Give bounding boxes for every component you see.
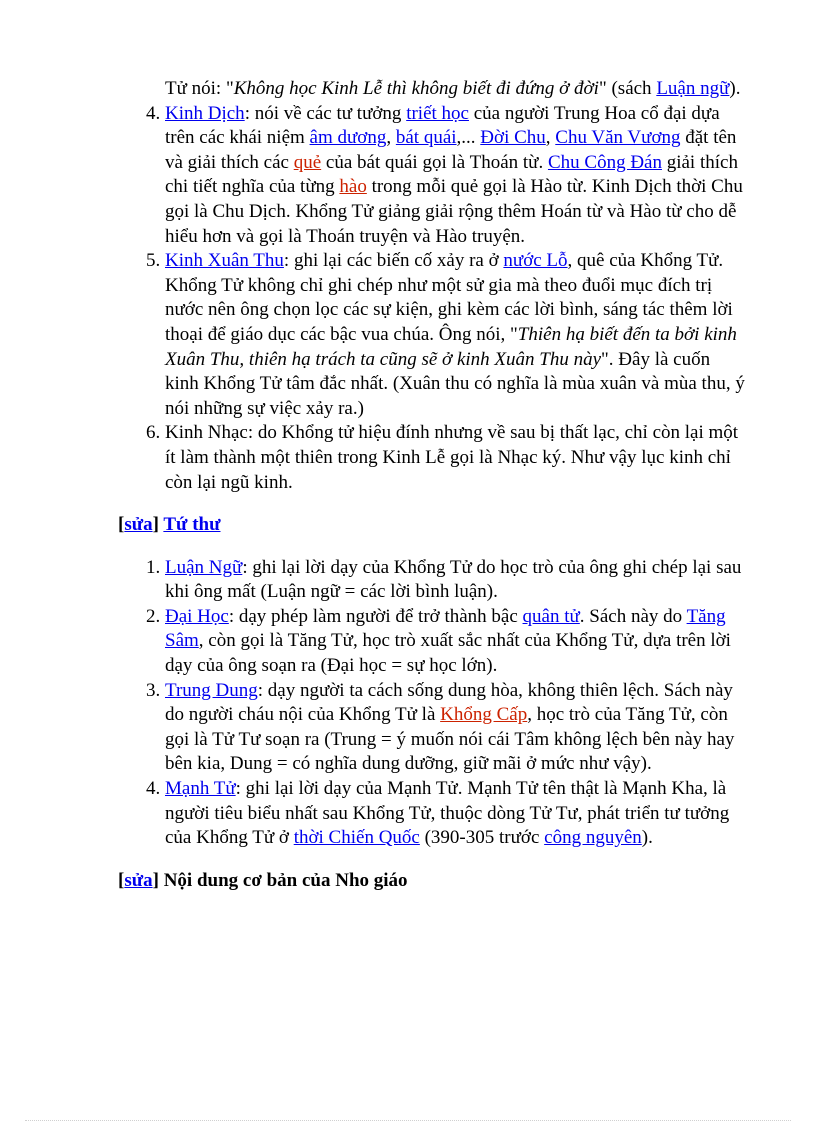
bracket: ] (152, 869, 159, 891)
edit-link[interactable]: sửa (124, 869, 153, 891)
wiki-link[interactable]: Mạnh Tử (165, 778, 236, 800)
text-fragment: ,... (456, 127, 481, 149)
text-fragment: . Sách này do (579, 605, 687, 627)
quote-text: Không học Kinh Lễ thì không biết đi đứng ở đời (233, 78, 599, 99)
list-item (165, 777, 748, 851)
wiki-link[interactable]: âm dương (309, 127, 387, 149)
section-title: Nội dung cơ bản của Nho giáo (163, 869, 408, 891)
wiki-link[interactable]: triết học (406, 102, 469, 124)
bracket: [ (118, 514, 125, 536)
list-item (165, 249, 748, 421)
text-fragment: của bát quái gọi là Thoán từ. (321, 151, 548, 173)
text-fragment: " (sách (598, 78, 657, 99)
edit-link[interactable]: sửa (124, 514, 153, 536)
text-fragment: , (545, 127, 556, 149)
wiki-link[interactable]: Luận Ngữ (165, 556, 243, 578)
wiki-link[interactable]: Tăng Sâm (165, 605, 726, 652)
text-fragment: , (386, 127, 396, 149)
wiki-link[interactable]: quân tử (522, 605, 580, 627)
wiki-link[interactable]: bát quái (395, 127, 457, 149)
article-body (118, 77, 748, 893)
wiki-link[interactable]: công nguyên (544, 827, 642, 849)
list-item (165, 102, 748, 250)
list-item (165, 679, 748, 777)
text-fragment: Kinh Nhạc: do Khổng tử hiệu đính nhưng về sau bị thất lạc, chỉ còn lại một ít làm thành một thiên trong Kinh Lễ gọi là Nhạc ký. Như vậy lục kinh chỉ còn lại ngũ kinh. (165, 422, 739, 493)
text-fragment: trong mỗi quẻ gọi là Hào từ. Kinh Dịch thời Chu gọi là Chu Dịch. Khổng Tử giảng giải rộng thêm Hoán từ và Hào từ cho dễ hiểu hơn và gọi là Thoán truyện và Hào truyện. (165, 176, 743, 247)
wiki-link[interactable]: Kinh Dịch (165, 102, 245, 124)
section-heading-noi-dung (118, 869, 748, 894)
bracket: ] (152, 514, 159, 536)
bracket: [ (118, 869, 125, 891)
text-fragment: : nói về các tư tưởng (244, 102, 407, 124)
list-item (165, 421, 748, 495)
link-luan-ngu[interactable]: Luận ngữ (656, 78, 730, 99)
section-heading-tu-thu (118, 513, 748, 538)
text-fragment: Tử nói: " (165, 78, 234, 99)
section-title-link[interactable]: Tứ thư (163, 514, 221, 536)
text-fragment: : ghi lại lời dạy của Mạnh Tử. Mạnh Tử tên thật là Mạnh Kha, là người tiêu biểu nhất sau Khổng Tử, thuộc dòng Tử Tư, phát triển tư tưởng của Khổng Tử ở (165, 778, 730, 849)
text-fragment: giải thích chi tiết nghĩa của từng (165, 151, 738, 198)
wiki-link[interactable]: Đời Chu (480, 127, 546, 149)
list-item (165, 605, 748, 679)
text-fragment: : ghi lại các biến cố xảy ra ở (283, 250, 504, 272)
list-item (165, 556, 748, 605)
red-link[interactable]: Khổng Cấp (440, 704, 528, 726)
wiki-link[interactable]: Kinh Xuân Thu (165, 250, 284, 272)
text-fragment: ". Đây là cuốn kinh Khổng Tử tâm đắc nhất. (Xuân thu có nghĩa là mùa xuân và mùa thu, ý nói những sự việc xảy ra.) (165, 348, 745, 419)
text-fragment: : ghi lại lời dạy của Khổng Tử do học trò của ông ghi chép lại sau khi ông mất (Luận ngữ = các lời bình luận). (165, 556, 742, 603)
text-fragment: của người Trung Hoa cổ đại dựa trên các khái niệm (165, 102, 720, 149)
tu-thu-list (118, 556, 748, 851)
text-fragment: : dạy phép làm người để trở thành bậc (228, 605, 523, 627)
text-fragment: ). (729, 78, 741, 99)
text-fragment: ). (641, 827, 653, 849)
wiki-link[interactable]: Chu Công Đán (547, 151, 662, 173)
text-fragment: , quê của Khổng Tử. Khổng Tử không chỉ ghi chép như một sử gia mà theo đuổi mục đích trị nước nên ông chọn lọc các sự kiện, ghi kèm các lời bình, sáng tác thêm lời thoại để giáo dục các bậc vua chúa. Ông nói, " (165, 250, 733, 345)
wiki-link[interactable]: thời Chiến Quốc (293, 827, 420, 849)
wiki-link[interactable]: Đại Học (165, 605, 229, 627)
wiki-link[interactable]: Trung Dung (165, 679, 258, 701)
text-fragment: , học trò của Tăng Tử, còn gọi là Tử Tư soạn ra (Trung = ý muốn nói cái Tâm không lệch bên này hay bên kia, Dung = có nghĩa dung dưỡng, giữ mãi ở mức như vậy). (165, 704, 735, 775)
wiki-link[interactable]: nước Lỗ (503, 250, 568, 272)
page-divider (25, 1120, 791, 1121)
red-link[interactable]: quẻ (293, 151, 322, 173)
ngu-kinh-list (118, 102, 748, 496)
text-fragment: đặt tên và giải thích các (165, 127, 737, 173)
text-fragment: , còn gọi là Tăng Tử, học trò xuất sắc nhất của Khổng Tử, dựa trên lời dạy của ông soạn ra (Đại học = sự học lớn). (165, 630, 731, 677)
continued-paragraph (165, 77, 748, 102)
quote-text: Thiên hạ biết đến ta bởi kinh Xuân Thu, thiên hạ trách ta cũng sẽ ở kinh Xuân Thu này (165, 323, 737, 370)
red-link[interactable]: hào (339, 176, 367, 198)
text-fragment: (390-305 trước (419, 827, 545, 849)
wiki-link[interactable]: Chu Văn Vương (555, 127, 681, 149)
text-fragment: : dạy người ta cách sống dung hòa, không thiên lệch. Sách này do người cháu nội của Khổng Tử là (165, 679, 733, 726)
